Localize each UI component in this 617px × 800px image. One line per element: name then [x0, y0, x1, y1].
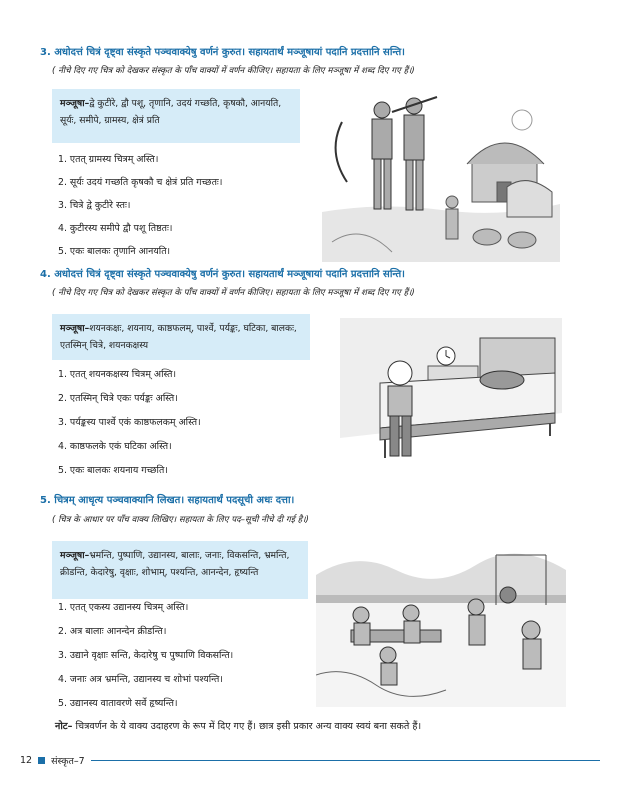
- garden-illustration: [316, 545, 566, 707]
- answer-line: 5. उद्यानस्य वातावरणे सर्वे हृष्यन्ति।: [58, 698, 178, 709]
- answer-line: 1. एतत् शयनकक्षस्य चित्रम् अस्ति।: [58, 369, 177, 380]
- question-3-subtitle: ( नीचे दिए गए चित्र को देखकर संस्कृत के पाँच वाक्यों में वर्णन कीजिए। सहायता के लिए मञ्जूषा में शब्द दिए गए हैं।): [52, 66, 415, 76]
- answer-line: 1. एतत् एकस्य उद्यानस्य चित्रम् अस्ति।: [58, 602, 189, 613]
- answer-line: 4. जनाः अत्र भ्रमन्ति, उद्यानस्य च शोभां पश्यन्ति।: [58, 674, 223, 685]
- note-label: नोट–: [55, 721, 73, 732]
- answer-line: 3. चित्रे द्वे कुटीरे स्तः।: [58, 200, 131, 211]
- answer-line: 2. सूर्यः उदयं गच्छति कृषकौ च क्षेत्रं प्रति गच्छतः।: [58, 177, 223, 188]
- answer-line: 3. पर्यङ्कस्य पार्श्वे एकं काष्ठफलकम् अस्ति।: [58, 417, 201, 428]
- square-bullet-icon: [38, 757, 45, 764]
- subject-label: संस्कृत–7: [51, 756, 85, 767]
- word-box-5: [52, 541, 308, 599]
- answer-line: 2. अत्र बालाः आनन्देन क्रीडन्ति।: [58, 626, 167, 637]
- question-3-title: 3. अधोदत्तं चित्रं दृष्ट्वा संस्कृते पञ्चवाक्येषु वर्णनं कुरुत। सहायतार्थं मञ्जूषायां पदानि प्रदत्तानि सन्ति।: [40, 47, 405, 58]
- question-5-subtitle: ( चित्र के आधार पर पाँच वाक्य लिखिए। सहायता के लिए पद–सूची नीचे दी गई है।): [52, 515, 309, 525]
- question-4-title: 4. अधोदत्तं चित्रं दृष्ट्वा संस्कृते पञ्चवाक्येषु वर्णनं कुरुत। सहायतार्थं मञ्जूषायां पदानि प्रदत्तानि सन्ति।: [40, 269, 405, 280]
- word-box-text: द्वे कुटीरे, द्वौ पशू, तृणानि, उदयं गच्छति, कृषकौ, आनयति, सूर्यः, समीपे, ग्रामस्य, क्षेत्रं प्रति: [60, 98, 282, 126]
- word-box-text: भ्रमन्ति, पुष्पाणि, उद्यानस्य, बालाः, जनाः, विकसन्ति, भ्रमन्ति, क्रीडन्ति, केदारेषु, वृक्षाः, शोभाम्, पश्यन्ति, आनन्देन, हृष्यन्ति: [60, 550, 290, 578]
- page-footer: [20, 754, 600, 767]
- word-box-text: शयनकक्षः, शयनाय, काष्ठफलम्, पार्श्वे, पर्यङ्कः, घटिका, बालकः, एतस्मिन् चित्रे, शयनकक्षस्य: [60, 323, 297, 351]
- answer-line: 3. उद्याने वृक्षाः सन्ति, केदारेषु च पुष्पाणि विकसन्ति।: [58, 650, 234, 661]
- bedroom-illustration: [340, 318, 562, 482]
- answer-line: 4. काष्ठफलके एकं घटिका अस्ति।: [58, 441, 172, 452]
- footer-rule: [91, 760, 600, 761]
- note-text: चित्रवर्णन के ये वाक्य उदाहरण के रूप में दिए गए हैं। छात्र इसी प्रकार अन्य वाक्य स्वयं बना सकते हैं।: [72, 721, 422, 732]
- word-box-4: [52, 314, 310, 360]
- village-illustration: [322, 92, 560, 262]
- answer-line: 5. एकः बालकः शयनाय गच्छति।: [58, 465, 168, 476]
- answer-line: 4. कुटीरस्य समीपे द्वौ पशू तिष्ठतः।: [58, 223, 173, 234]
- answer-line: 2. एतस्मिन् चित्रे एकः पर्यङ्कः अस्ति।: [58, 393, 178, 404]
- page-number: 12: [20, 755, 33, 766]
- question-4-subtitle: ( नीचे दिए गए चित्र को देखकर संस्कृत के पाँच वाक्यों में वर्णन कीजिए। सहायता के लिए मञ्जूषा में शब्द दिए गए हैं।): [52, 288, 415, 298]
- word-box-3: [52, 89, 300, 143]
- answer-line: 5. एकः बालकः तृणानि आनयति।: [58, 246, 171, 257]
- word-box-label: मञ्जूषा–: [60, 323, 90, 334]
- question-5-title: 5. चित्रम् आधृत्य पञ्चवाक्यानि लिखत। सहायतार्थं पदसूची अधः दत्ता।: [40, 495, 295, 506]
- word-box-label: मञ्जूषा–: [60, 98, 90, 109]
- answer-line: 1. एतत् ग्रामस्य चित्रम् अस्ति।: [58, 154, 159, 165]
- note: [55, 719, 421, 732]
- word-box-label: मञ्जूषा–: [60, 550, 90, 561]
